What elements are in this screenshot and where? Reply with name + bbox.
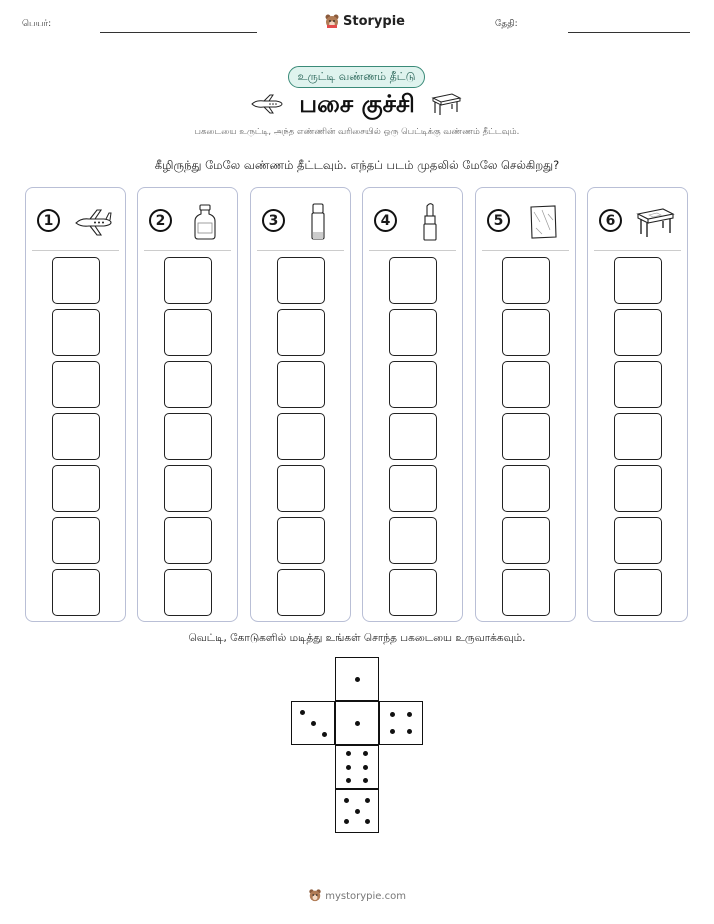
die-pip — [355, 721, 360, 726]
die-face-4 — [379, 701, 423, 745]
color-box[interactable] — [389, 569, 437, 616]
column-divider — [369, 250, 456, 251]
die-pip — [355, 677, 360, 682]
column-number: 3 — [262, 209, 285, 232]
color-box[interactable] — [164, 569, 212, 616]
bear-logo-icon — [324, 13, 340, 29]
column-3 — [250, 187, 351, 622]
color-box[interactable] — [277, 309, 325, 356]
name-field-line[interactable] — [100, 32, 257, 33]
cut-instruction: வெட்டி, கோடுகளில் மடித்து உங்கள் சொந்த பகடையை உருவாக்கவும். — [188, 632, 526, 644]
die-pip — [344, 819, 349, 824]
column-number: 2 — [149, 209, 172, 232]
bear-logo-icon — [308, 888, 322, 902]
die-pip — [346, 765, 351, 770]
color-box[interactable] — [52, 413, 100, 460]
column-number: 6 — [599, 209, 622, 232]
color-box[interactable] — [389, 257, 437, 304]
column-5 — [475, 187, 576, 622]
color-box[interactable] — [502, 517, 550, 564]
column-divider — [144, 250, 231, 251]
color-box[interactable] — [52, 257, 100, 304]
color-box[interactable] — [389, 413, 437, 460]
die-pip — [390, 729, 395, 734]
color-box[interactable] — [614, 257, 662, 304]
color-box[interactable] — [614, 309, 662, 356]
die-pip — [390, 712, 395, 717]
date-label: தேதி: — [495, 19, 518, 29]
footer — [0, 888, 714, 902]
column-divider — [482, 250, 569, 251]
color-box[interactable] — [502, 257, 550, 304]
color-box[interactable] — [52, 465, 100, 512]
name-label: பெயர்: — [22, 19, 52, 29]
column-1 — [25, 187, 126, 622]
column-number: 1 — [37, 209, 60, 232]
die-face-3 — [291, 701, 335, 745]
color-box[interactable] — [164, 257, 212, 304]
color-box[interactable] — [277, 465, 325, 512]
color-box[interactable] — [389, 517, 437, 564]
color-box[interactable] — [164, 413, 212, 460]
airplane-icon — [68, 202, 118, 242]
column-divider — [594, 250, 681, 251]
die-face-1 — [335, 701, 379, 745]
die-pip — [322, 732, 327, 737]
color-box[interactable] — [389, 361, 437, 408]
color-box[interactable] — [502, 413, 550, 460]
color-box[interactable] — [277, 361, 325, 408]
column-number: 4 — [374, 209, 397, 232]
page-title: பசை குச்சி — [299, 90, 415, 118]
color-box[interactable] — [502, 465, 550, 512]
die-pip — [300, 710, 305, 715]
color-box[interactable] — [614, 517, 662, 564]
color-box[interactable] — [614, 413, 662, 460]
color-box[interactable] — [164, 465, 212, 512]
bottle-icon — [180, 202, 230, 242]
die-face-5 — [335, 789, 379, 833]
column-6 — [587, 187, 688, 622]
color-box[interactable] — [614, 569, 662, 616]
activity-badge: உருட்டி வண்ணம் தீட்டு — [288, 66, 425, 88]
color-box[interactable] — [164, 361, 212, 408]
color-box[interactable] — [614, 465, 662, 512]
color-box[interactable] — [277, 517, 325, 564]
die-pip — [363, 778, 368, 783]
column-4 — [362, 187, 463, 622]
die-pip — [311, 721, 316, 726]
die-pip — [363, 751, 368, 756]
die-pip — [407, 729, 412, 734]
instruction: கீழிருந்து மேலே வண்ணம் தீட்டவும். எந்தப் படம் முதலில் மேலே செல்கிறது? — [154, 158, 560, 172]
brand-name: Storypie — [343, 13, 405, 29]
die-pip — [346, 778, 351, 783]
brand-logo — [324, 13, 405, 29]
color-box[interactable] — [389, 309, 437, 356]
color-box[interactable] — [389, 465, 437, 512]
color-box[interactable] — [164, 517, 212, 564]
color-box[interactable] — [502, 569, 550, 616]
plastic-bag-icon — [518, 202, 568, 242]
die-pip — [407, 712, 412, 717]
die-face-6 — [335, 745, 379, 789]
color-box[interactable] — [502, 309, 550, 356]
die-pip — [363, 765, 368, 770]
color-box[interactable] — [277, 257, 325, 304]
die-pip — [355, 809, 360, 814]
color-box[interactable] — [277, 569, 325, 616]
die-pip — [365, 819, 370, 824]
die-face-1 — [335, 657, 379, 701]
color-box[interactable] — [52, 517, 100, 564]
die-pip — [344, 798, 349, 803]
color-box[interactable] — [52, 569, 100, 616]
color-box[interactable] — [277, 413, 325, 460]
color-box[interactable] — [52, 309, 100, 356]
die-pip — [365, 798, 370, 803]
color-box[interactable] — [502, 361, 550, 408]
glue-stick-icon — [293, 202, 343, 242]
column-number: 5 — [487, 209, 510, 232]
column-divider — [32, 250, 119, 251]
die-pip — [346, 751, 351, 756]
table-icon — [630, 202, 680, 242]
table-icon — [430, 92, 462, 116]
subtitle: பகடையை உருட்டி, அந்த எண்ணின் வரிசையில் ஒரு பெட்டிக்கு வண்ணம் தீட்டவும். — [194, 127, 520, 137]
color-box[interactable] — [164, 309, 212, 356]
lipstick-icon — [405, 202, 455, 242]
column-divider — [257, 250, 344, 251]
color-box[interactable] — [52, 361, 100, 408]
column-2 — [137, 187, 238, 622]
footer-url: mystorypie.com — [325, 891, 406, 902]
color-box[interactable] — [614, 361, 662, 408]
date-field-line[interactable] — [568, 32, 690, 33]
